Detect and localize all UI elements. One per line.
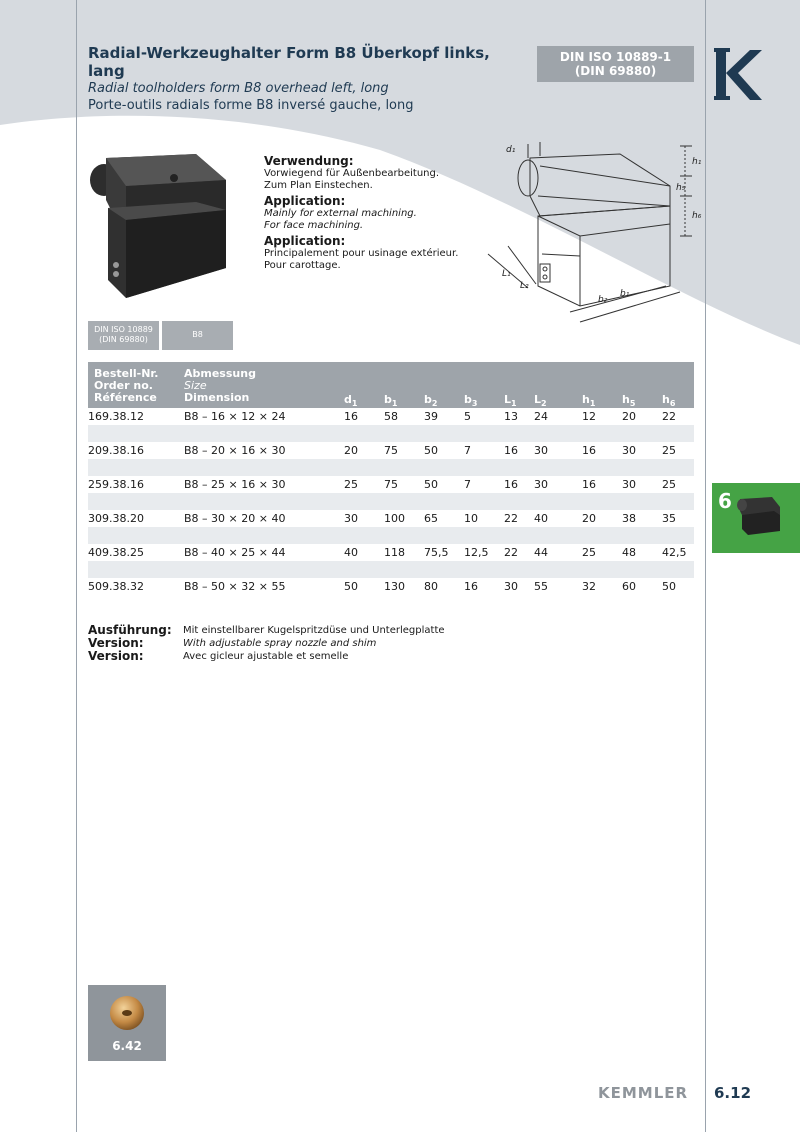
value-cell: 25 bbox=[662, 444, 676, 457]
usage-text-en-2: For face machining. bbox=[264, 220, 364, 231]
value-cell: 16 bbox=[344, 410, 358, 423]
standard-box-form: B8 bbox=[162, 321, 233, 350]
chapter-toolholder-icon bbox=[734, 493, 784, 537]
dimension-cell: B8 – 30 × 20 × 40 bbox=[184, 512, 286, 525]
header-symbol-letter: L bbox=[504, 393, 512, 406]
dimension-table bbox=[88, 362, 694, 595]
value-cell: 25 bbox=[344, 478, 358, 491]
order-number-cell: 169.38.12 bbox=[88, 410, 144, 423]
usage-text-fr-1: Principalement pour usinage extérieur. bbox=[264, 248, 459, 259]
table-row bbox=[88, 408, 694, 425]
header-size-en: Size bbox=[184, 379, 207, 392]
value-cell: 22 bbox=[504, 546, 518, 559]
header-order-col bbox=[94, 368, 158, 404]
header-symbol-subscript: 2 bbox=[431, 399, 438, 409]
value-cell: 7 bbox=[464, 478, 471, 491]
value-cell: 40 bbox=[534, 512, 548, 525]
footer-brand: KEMMLER bbox=[598, 1084, 689, 1102]
label-h6: h₆ bbox=[692, 211, 702, 221]
standard-box-din-line1: DIN ISO 10889 bbox=[94, 325, 153, 334]
value-cell: 55 bbox=[534, 580, 548, 593]
standard-badge bbox=[537, 46, 694, 82]
dimension-cell: B8 – 25 × 16 × 30 bbox=[184, 478, 286, 491]
title-block bbox=[88, 44, 528, 114]
header-symbol-h1 bbox=[582, 393, 595, 408]
table-row bbox=[88, 510, 694, 527]
usage-text-fr-2: Pour carottage. bbox=[264, 260, 341, 271]
dimension-cell: B8 – 20 × 16 × 30 bbox=[184, 444, 286, 457]
label-h5: h₅ bbox=[676, 183, 686, 193]
standard-line1: DIN ISO 10889-1 bbox=[559, 50, 672, 64]
value-cell: 5 bbox=[464, 410, 471, 423]
dimension-cell: B8 – 40 × 25 × 44 bbox=[184, 546, 286, 559]
header-symbol-letter: h bbox=[662, 393, 670, 406]
value-cell: 22 bbox=[662, 410, 676, 423]
title-english: Radial toolholders form B8 overhead left, long bbox=[88, 81, 389, 96]
table-row bbox=[88, 544, 694, 561]
header-symbol-letter: h bbox=[582, 393, 590, 406]
label-d1: d₁ bbox=[506, 145, 516, 155]
header-symbol-subscript: 3 bbox=[471, 399, 478, 409]
value-cell: 25 bbox=[582, 546, 596, 559]
header-symbol-letter: b bbox=[424, 393, 432, 406]
row-spacer bbox=[88, 425, 694, 442]
row-spacer bbox=[88, 527, 694, 544]
header-symbol-letter: d bbox=[344, 393, 352, 406]
header-size-de: Abmessung bbox=[184, 367, 256, 380]
usage-block bbox=[264, 152, 484, 272]
value-cell: 44 bbox=[534, 546, 548, 559]
header-symbol-b2 bbox=[424, 393, 437, 408]
dimension-cell: B8 – 16 × 12 × 24 bbox=[184, 410, 286, 423]
chapter-tab[interactable] bbox=[712, 483, 800, 553]
value-cell: 25 bbox=[662, 478, 676, 491]
value-cell: 24 bbox=[534, 410, 548, 423]
usage-heading-en: Application: bbox=[264, 194, 346, 208]
usage-text-en-1: Mainly for external machining. bbox=[264, 208, 417, 219]
order-number-cell: 259.38.16 bbox=[88, 478, 144, 491]
standard-box-din bbox=[88, 321, 159, 350]
order-number-cell: 409.38.25 bbox=[88, 546, 144, 559]
value-cell: 13 bbox=[504, 410, 518, 423]
order-number-cell: 509.38.32 bbox=[88, 580, 144, 593]
table-row bbox=[88, 578, 694, 595]
order-number-cell: 309.38.20 bbox=[88, 512, 144, 525]
version-label-de: Ausführung: bbox=[88, 623, 172, 637]
header-symbol-L2 bbox=[534, 393, 547, 408]
row-spacer bbox=[88, 459, 694, 476]
header-size-fr: Dimension bbox=[184, 391, 250, 404]
header-symbol-letter: b bbox=[464, 393, 472, 406]
header-symbol-h6 bbox=[662, 393, 675, 408]
table-row bbox=[88, 476, 694, 493]
value-cell: 65 bbox=[424, 512, 438, 525]
reference-box[interactable] bbox=[88, 985, 166, 1061]
value-cell: 30 bbox=[622, 478, 636, 491]
label-h1: h₁ bbox=[692, 157, 702, 167]
label-b1: b₁ bbox=[620, 289, 630, 299]
title-german: Radial-Werkzeughalter Form B8 Überkopf links, lang bbox=[88, 44, 490, 80]
value-cell: 58 bbox=[384, 410, 398, 423]
value-cell: 35 bbox=[662, 512, 676, 525]
spray-nozzle-ball-icon bbox=[106, 993, 148, 1033]
value-cell: 12,5 bbox=[464, 546, 489, 559]
title-french: Porte-outils radials forme B8 inversé gauche, long bbox=[88, 98, 414, 113]
value-cell: 60 bbox=[622, 580, 636, 593]
value-cell: 30 bbox=[534, 444, 548, 457]
row-spacer bbox=[88, 561, 694, 578]
value-cell: 20 bbox=[344, 444, 358, 457]
header-size-col bbox=[184, 368, 256, 404]
value-cell: 10 bbox=[464, 512, 478, 525]
left-margin-line bbox=[76, 0, 77, 1132]
label-b2: b₂ bbox=[598, 295, 608, 305]
order-number-cell: 209.38.16 bbox=[88, 444, 144, 457]
value-cell: 20 bbox=[622, 410, 636, 423]
value-cell: 42,5 bbox=[662, 546, 687, 559]
technical-drawing bbox=[480, 136, 706, 332]
dimension-cell: B8 – 50 × 32 × 55 bbox=[184, 580, 286, 593]
header-symbol-subscript: 6 bbox=[669, 399, 676, 409]
value-cell: 118 bbox=[384, 546, 405, 559]
value-cell: 75 bbox=[384, 478, 398, 491]
version-label-en: Version: bbox=[88, 636, 144, 650]
version-label-fr: Version: bbox=[88, 649, 144, 663]
value-cell: 30 bbox=[344, 512, 358, 525]
usage-heading-fr: Application: bbox=[264, 234, 346, 248]
table-header bbox=[88, 362, 694, 408]
value-cell: 38 bbox=[622, 512, 636, 525]
label-l2: L₂ bbox=[520, 281, 529, 291]
version-text-de: Mit einstellbarer Kugelspritzdüse und Unterlegplatte bbox=[183, 625, 445, 636]
usage-text-de-2: Zum Plan Einstechen. bbox=[264, 180, 373, 191]
value-cell: 16 bbox=[504, 478, 518, 491]
standard-line2: (DIN 69880) bbox=[574, 64, 657, 78]
value-cell: 16 bbox=[504, 444, 518, 457]
value-cell: 50 bbox=[424, 478, 438, 491]
value-cell: 50 bbox=[344, 580, 358, 593]
value-cell: 20 bbox=[582, 512, 596, 525]
header-symbol-subscript: 2 bbox=[541, 399, 547, 409]
value-cell: 130 bbox=[384, 580, 405, 593]
value-cell: 40 bbox=[344, 546, 358, 559]
value-cell: 80 bbox=[424, 580, 438, 593]
header-symbol-letter: b bbox=[384, 393, 392, 406]
header-symbol-b1 bbox=[384, 393, 397, 408]
value-cell: 100 bbox=[384, 512, 405, 525]
value-cell: 16 bbox=[582, 478, 596, 491]
row-spacer bbox=[88, 493, 694, 510]
header-symbol-subscript: 1 bbox=[391, 399, 398, 409]
product-photo bbox=[86, 150, 238, 302]
header-symbol-letter: h bbox=[622, 393, 630, 406]
header-symbol-subscript: 5 bbox=[629, 399, 636, 409]
value-cell: 12 bbox=[582, 410, 596, 423]
value-cell: 22 bbox=[504, 512, 518, 525]
header-symbol-L1 bbox=[504, 393, 517, 408]
value-cell: 75 bbox=[384, 444, 398, 457]
standard-box-din-line2: (DIN 69880) bbox=[99, 335, 148, 344]
value-cell: 50 bbox=[424, 444, 438, 457]
version-text-fr: Avec gicleur ajustable et semelle bbox=[183, 651, 349, 662]
page-number: 6.12 bbox=[714, 1084, 752, 1102]
value-cell: 39 bbox=[424, 410, 438, 423]
chapter-number: 6 bbox=[718, 489, 732, 513]
value-cell: 30 bbox=[622, 444, 636, 457]
header-symbol-subscript: 1 bbox=[589, 399, 596, 409]
value-cell: 32 bbox=[582, 580, 596, 593]
value-cell: 16 bbox=[582, 444, 596, 457]
value-cell: 30 bbox=[534, 478, 548, 491]
header-symbol-subscript: 1 bbox=[511, 399, 517, 409]
value-cell: 48 bbox=[622, 546, 636, 559]
header-order-fr: Référence bbox=[94, 391, 157, 404]
table-row bbox=[88, 442, 694, 459]
version-text-en: With adjustable spray nozzle and shim bbox=[183, 638, 377, 649]
value-cell: 30 bbox=[504, 580, 518, 593]
usage-text-de-1: Vorwiegend für Außenbearbeitung. bbox=[264, 168, 440, 179]
reference-label: 6.42 bbox=[112, 1039, 142, 1053]
table-body bbox=[88, 408, 694, 595]
header-symbol-letter: L bbox=[534, 393, 542, 406]
header-symbol-b3 bbox=[464, 393, 477, 408]
usage-heading-de: Verwendung: bbox=[264, 154, 354, 168]
header-symbol-subscript: 1 bbox=[351, 399, 358, 409]
label-l1: L₁ bbox=[502, 269, 511, 279]
header-order-en: Order no. bbox=[94, 379, 153, 392]
value-cell: 7 bbox=[464, 444, 471, 457]
value-cell: 50 bbox=[662, 580, 676, 593]
header-symbol-d1 bbox=[344, 393, 357, 408]
header-symbol-h5 bbox=[622, 393, 635, 408]
value-cell: 75,5 bbox=[424, 546, 449, 559]
value-cell: 16 bbox=[464, 580, 478, 593]
header-order-de: Bestell-Nr. bbox=[94, 367, 159, 380]
kemmler-logo-icon bbox=[714, 46, 764, 102]
